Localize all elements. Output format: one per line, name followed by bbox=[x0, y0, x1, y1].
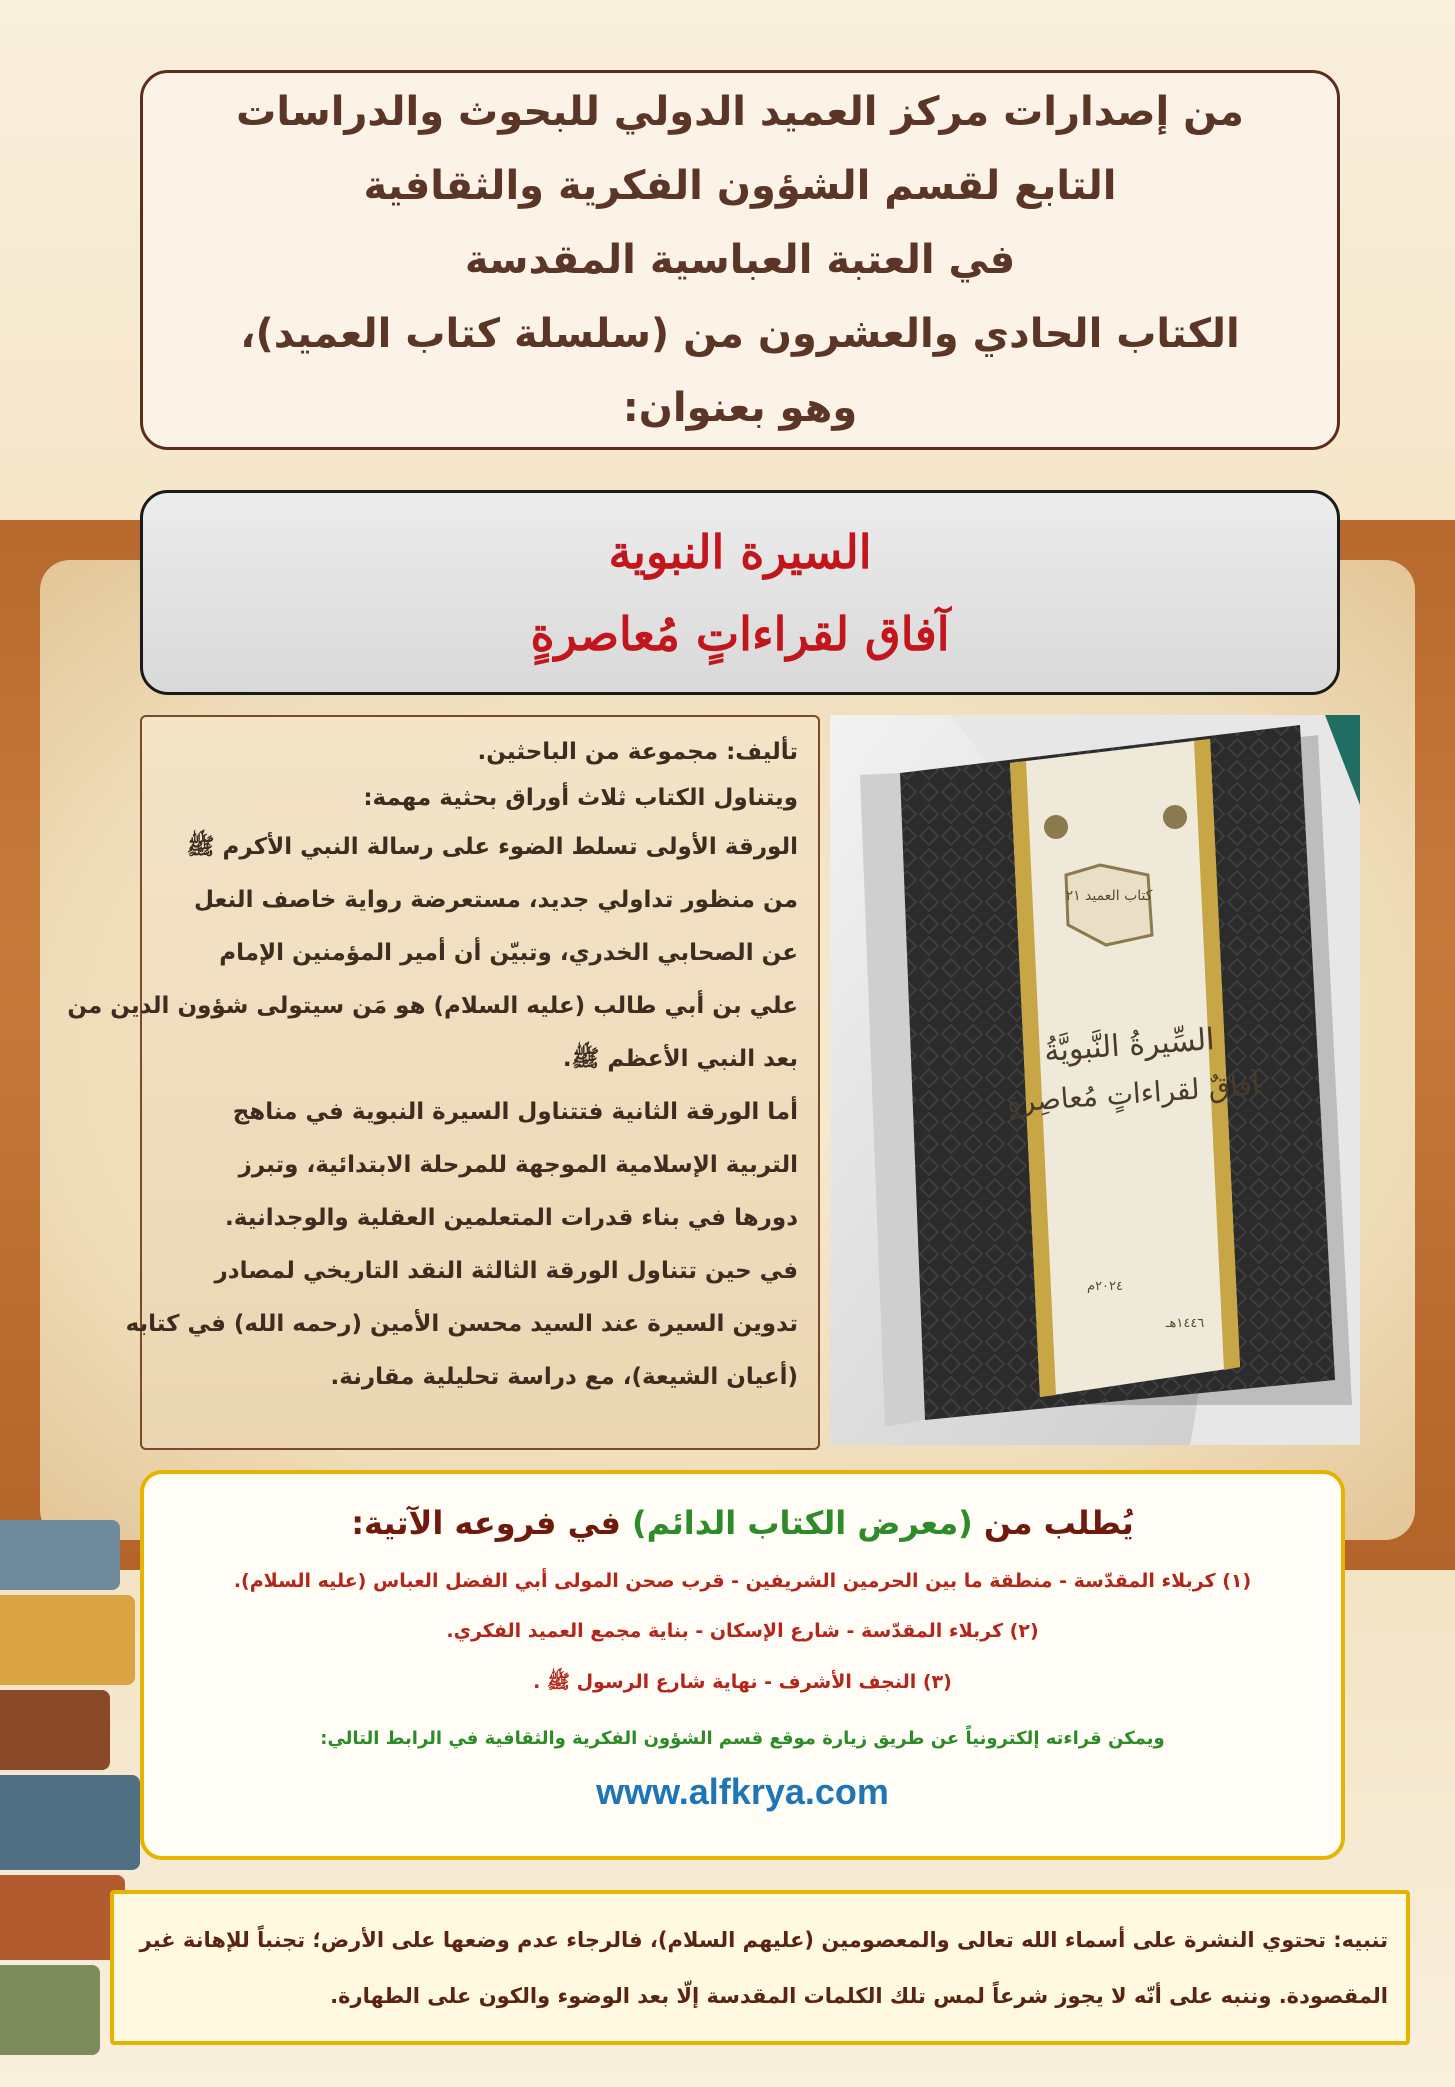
cover-year-ad: ٢٠٢٤م bbox=[1087, 1279, 1123, 1294]
cover-title-line-1: السِّيرةُ النَّبويَّةُ bbox=[1043, 1022, 1216, 1069]
header-line-1: من إصدارات مركز العميد الدولي للبحوث والدراسات bbox=[236, 89, 1244, 135]
description-line-3: الورقة الأولى تسلط الضوء على رسالة النبي الأكرم ﷺ bbox=[186, 834, 798, 860]
description-line-11: في حين تتناول الورقة الثالثة النقد التاريخي لمصادر bbox=[214, 1258, 798, 1284]
description-line-6: علي بن أبي طالب (عليه السلام) هو مَن سيتولى شؤون الدين من bbox=[67, 993, 798, 1019]
ordering-heading bbox=[351, 1504, 1134, 1542]
website-link[interactable]: www.alfkrya.com bbox=[596, 1771, 889, 1812]
cover-year-ah: ١٤٤٦هـ bbox=[1165, 1316, 1205, 1331]
description-line-10: دورها في بناء قدرات المتعلمين العقلية والوجدانية. bbox=[225, 1205, 798, 1231]
notice-line-2: المقصودة. وننبه على أنّه لا يجوز شرعاً لمس تلك الكلمات المقدسة إلّا بعد الوضوء والكون على الطهارة. bbox=[330, 1984, 1388, 2008]
book-cover-illustration bbox=[830, 715, 1360, 1445]
branch-1: (١) كربلاء المقدّسة - منطقة ما بين الحرمين الشريفين - قرب صحن المولى أبي الفضل العباس (عليه السلام). bbox=[233, 1570, 1252, 1592]
header-line-3: في العتبة العباسية المقدسة bbox=[464, 237, 1016, 283]
ordering-heading-suffix: في فروعه الآتية: bbox=[351, 1504, 621, 1542]
notice-line-1: تنبيه: تحتوي النشرة على أسماء الله تعالى والمعصومين (عليهم السلام)، فالرجاء عدم وضعها على الأرض؛ تجنباً للإهانة غير bbox=[139, 1928, 1388, 1952]
online-reading-note: ويمكن قراءته إلكترونياً عن طريق زيارة موقع قسم الشؤون الفكرية والثقافية في الرابط التالي: bbox=[320, 1728, 1165, 1749]
description-line-5: عن الصحابي الخدري، وتبيّن أن أمير المؤمنين الإمام bbox=[219, 940, 798, 966]
description-line-2: ويتناول الكتاب ثلاث أوراق بحثية مهمة: bbox=[363, 785, 798, 811]
author-line: تأليف: مجموعة من الباحثين. bbox=[477, 739, 798, 765]
header-line-4: الكتاب الحادي والعشرون من (سلسلة كتاب العميد)، bbox=[240, 311, 1240, 357]
cover-title-line-2: آفاقٌ لقراءاتٍ مُعاصِرةٍ bbox=[1005, 1068, 1261, 1119]
book-exhibition-name: (معرض الكتاب الدائم) bbox=[632, 1504, 973, 1542]
publisher-header-box bbox=[140, 70, 1340, 450]
description-line-4: من منظور تداولي جديد، مستعرضة رواية خاصف النعل bbox=[194, 887, 798, 913]
publisher-logo-icon bbox=[1044, 815, 1068, 839]
header-line-2: التابع لقسم الشؤون الفكرية والثقافية bbox=[363, 163, 1117, 209]
book-description-box bbox=[67, 715, 820, 1450]
book-cover-image bbox=[830, 715, 1360, 1445]
description-line-9: التربية الإسلامية الموجهة للمرحلة الابتدائية، وتبرز bbox=[238, 1152, 798, 1178]
header-line-5: وهو بعنوان: bbox=[622, 385, 858, 431]
shrine-logo-icon bbox=[1163, 805, 1187, 829]
description-line-12: تدوين السيرة عند السيد محسن الأمين (رحمه الله) في كتابه bbox=[125, 1311, 798, 1337]
branch-2: (٢) كربلاء المقدّسة - شارع الإسكان - بناية مجمع العميد الفكري. bbox=[446, 1620, 1039, 1642]
book-title-box bbox=[140, 490, 1340, 695]
description-line-8: أما الورقة الثانية فتتناول السيرة النبوية في مناهج bbox=[232, 1099, 798, 1125]
description-line-13: (أعيان الشيعة)، مع دراسة تحليلية مقارنة. bbox=[330, 1364, 798, 1390]
series-badge-text: كتاب العميد ٢١ bbox=[1065, 888, 1153, 904]
ordering-heading-prefix: يُطلب من bbox=[983, 1504, 1134, 1542]
notice-box bbox=[110, 1890, 1410, 2045]
description-line-7: بعد النبي الأعظم ﷺ. bbox=[562, 1046, 798, 1072]
ordering-info-box bbox=[140, 1470, 1345, 1860]
branch-3: (٣) النجف الأشرف - نهاية شارع الرسول ﷺ . bbox=[533, 1671, 952, 1693]
book-title-subtitle: آفاق لقراءاتٍ مُعاصرةٍ bbox=[530, 606, 950, 661]
book-title-main: السيرة النبوية bbox=[608, 524, 872, 579]
